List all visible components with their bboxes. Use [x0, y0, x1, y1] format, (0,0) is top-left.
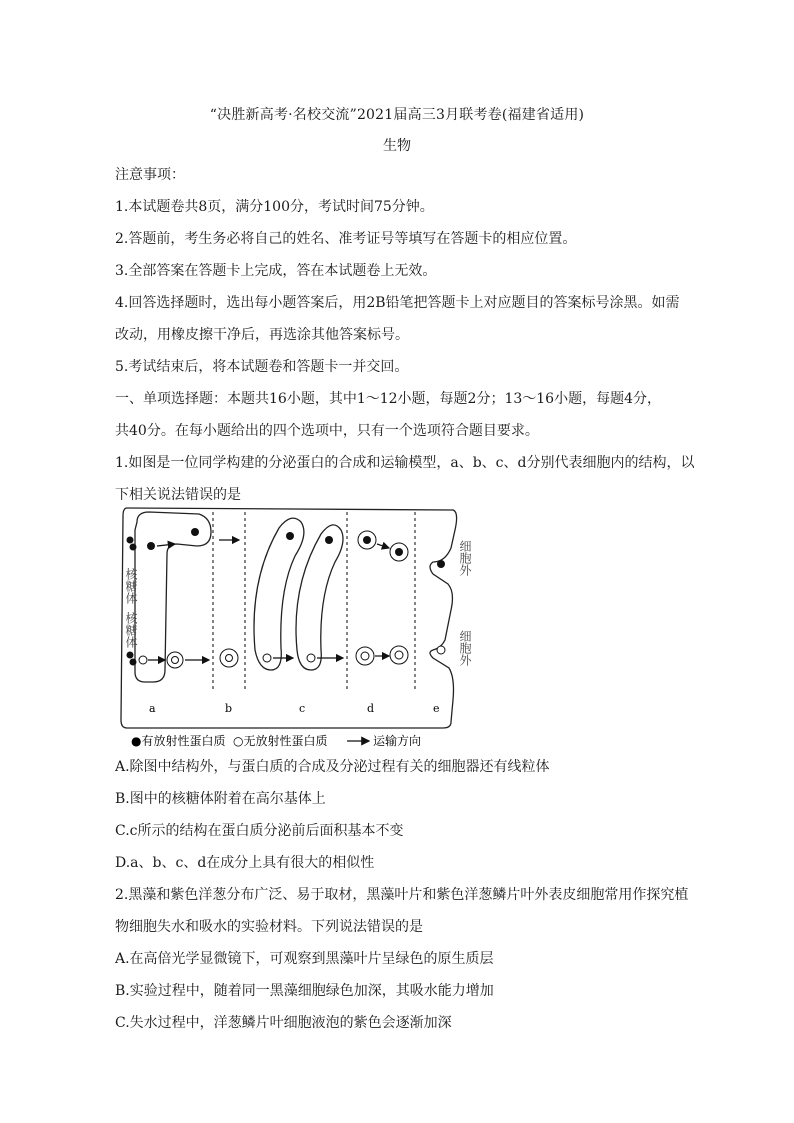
outside-label-top: 细胞外 [458, 540, 472, 576]
protein-radioactive [286, 532, 294, 540]
ribosome [130, 659, 137, 666]
outside-label-bottom: 细胞外 [458, 630, 472, 666]
notice-item: 1.本试题卷共8页，满分100分，考试时间75分钟。 [115, 199, 434, 215]
exam-title: “决胜新高考·名校交流”2021届高三3月联考卷(福建省适用) [209, 107, 585, 123]
q2-option-b: B.实验过程中，随着同一黑藻细胞绿色加深，其吸水能力增加 [115, 983, 494, 999]
legend-nonradioactive: ○无放射性蛋白质 [233, 734, 328, 748]
ribosome [127, 537, 134, 544]
legend-direction: 运输方向 [373, 734, 422, 748]
q1-option-b: B.图中的核糖体附着在高尔基体上 [115, 791, 326, 807]
protein-nonradioactive-secreted [437, 646, 445, 654]
q1-stem-cont: 下相关说法错误的是 [115, 487, 241, 503]
ribosome [127, 652, 134, 659]
ribosome-label-bottom-text: 核糖体 [124, 612, 138, 648]
region-label-c: c [299, 702, 306, 715]
q1-option-d: D.a、b、c、d在成分上具有很大的相似性 [115, 855, 375, 871]
region-label-a: a [149, 702, 156, 715]
legend-radioactive: ●有放射性蛋白质 [131, 734, 226, 748]
q2-option-c: C.失水过程中，洋葱鳞片叶细胞液泡的紫色会逐渐加深 [115, 1015, 452, 1031]
cell-outline [121, 508, 457, 728]
protein-radioactive [147, 542, 155, 550]
section-heading: 一、单项选择题：本题共16小题，其中1～12小题，每题2分；13～16小题，每题4分， [115, 391, 661, 407]
structure-c-golgi-sac [296, 525, 343, 670]
region-label-e: e [433, 702, 440, 715]
protein-nonradioactive [139, 656, 147, 664]
notice-item: 2.答题前，考生务必将自己的姓名、准考证号等填写在答题卡的相应位置。 [115, 231, 577, 247]
q1-stem: 1.如图是一位同学构建的分泌蛋白的合成和运输模型，a、b、c、d分别代表细胞内的结构，以 [115, 455, 695, 471]
protein-radioactive-in-bud [191, 528, 199, 536]
ribosome [130, 544, 137, 551]
protein-radioactive [325, 536, 333, 544]
q1-option-c: C.c所示的结构在蛋白质分泌前后面积基本不变 [115, 823, 404, 839]
protein-nonradioactive [263, 654, 271, 662]
q2-stem-cont: 物细胞失水和吸水的实验材料。下列说法错误的是 [115, 919, 423, 935]
ribosome-label-bottom [124, 611, 138, 648]
q2-stem: 2.黑藻和紫色洋葱分布广泛、易于取材，黑藻叶片和紫色洋葱鳞片叶外表皮细胞常用作探究植 [115, 887, 689, 903]
protein-nonradioactive [361, 652, 369, 660]
notice-item: 4.回答选择题时，选出每小题答案后，用2B铅笔把答题卡上对应题目的答案标号涂黑。如需 [115, 295, 680, 311]
protein-radioactive-secreted [437, 560, 445, 568]
protein-nonradioactive [172, 657, 179, 664]
protein-radioactive [395, 548, 403, 556]
ribosome-label-top [124, 567, 138, 604]
protein-nonradioactive [307, 654, 315, 662]
protein-radioactive [363, 536, 371, 544]
notice-item: 5.考试结束后，将本试题卷和答题卡一并交回。 [115, 359, 409, 375]
region-label-b: b [225, 702, 233, 715]
section-heading-cont: 共40分。在每小题给出的四个选项中，只有一个选项符合题目要求。 [115, 423, 539, 439]
protein-nonradioactive [226, 655, 233, 662]
q2-option-a: A.在高倍光学显微镜下，可观察到黑藻叶片呈绿色的原生质层 [115, 951, 494, 967]
notice-heading: 注意事项： [115, 167, 185, 183]
region-label-d: d [367, 702, 375, 715]
notice-item: 改动，用橡皮擦干净后，再选涂其他答案标号。 [115, 327, 409, 343]
secretion-model-figure [115, 500, 475, 755]
transport-arrow [377, 544, 389, 548]
q1-option-a: A.除图中结构外，与蛋白质的合成及分泌过程有关的细胞器还有线粒体 [115, 759, 550, 775]
notice-item: 3.全部答案在答题卡上完成，答在本试题卷上无效。 [115, 263, 437, 279]
ribosome-label-top-text: 核糖体 [124, 568, 138, 604]
subject-title: 生物 [383, 138, 411, 154]
protein-nonradioactive [395, 651, 403, 659]
